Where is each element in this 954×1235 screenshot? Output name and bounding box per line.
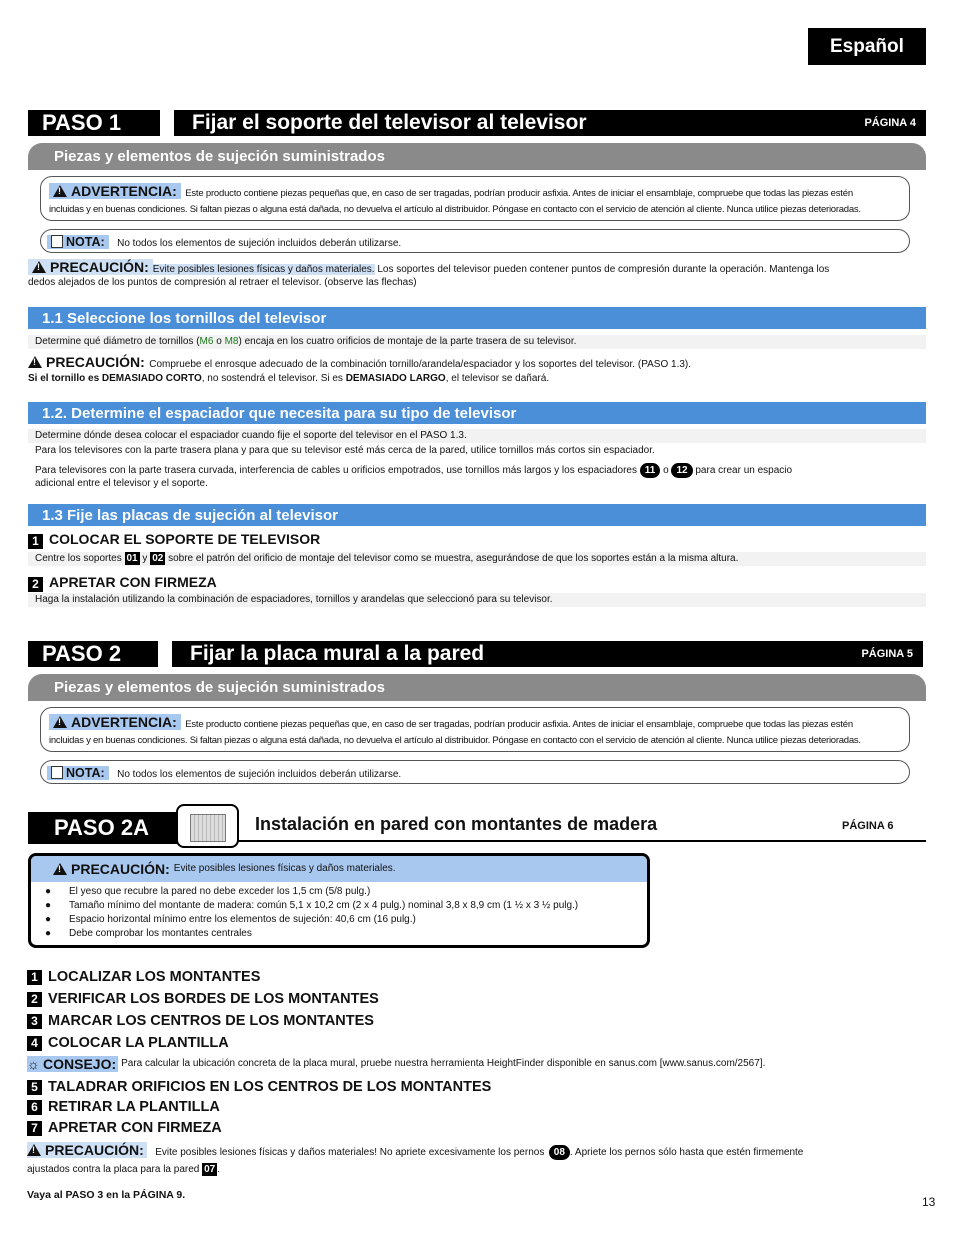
note-icon: [51, 766, 63, 779]
paso1-title: Fijar el soporte del televisor al televisor: [192, 111, 587, 134]
part-07: 07: [204, 1164, 216, 1175]
s11-line1: Determine qué diámetro de tornillos (M6 o M8) encaja en los cuatro orificios de montaje de la parte trasera de su televisor.: [28, 335, 926, 349]
s12-line4: adicional entre el televisor y el soporte.: [35, 478, 208, 489]
paso1-advertencia-box: [40, 176, 910, 221]
step-number: 1: [28, 534, 43, 549]
advertencia-text-1: Este producto contiene piezas pequeñas que, en caso de ser tragadas, podrían producir asfixia. Antes de iniciar el ensamblaje, compruebe que todas las piezas estén: [185, 188, 853, 199]
final-precaucion-line2: ajustados contra la placa para la pared 07 .: [27, 1164, 221, 1175]
step-number: 2: [28, 577, 43, 592]
warning-icon: [32, 261, 46, 273]
paso1-precaucion: [28, 259, 926, 277]
final-precaucion: !PRECAUCIÓN: Evite posibles lesiones físicas y daños materiales! No apriete excesivamente los pernos 08 . Apriete los pernos sólo hasta que estén firmemente: [27, 1142, 803, 1160]
paso2a-precaucion-box: [28, 853, 650, 948]
nota-text: No todos los elementos de sujeción incluidos deberán utilizarse.: [117, 238, 402, 249]
paso2-nota-box: NOTA: No todos los elementos de sujeción incluidos deberán utilizarse.: [40, 760, 910, 784]
list-item: ● El yeso que recubre la pared no debe exceder los 1,5 cm (5/8 pulg.): [45, 886, 371, 897]
s11-precaucion: !PRECAUCIÓN: Compruebe el enrosque adecuado de la combinación tornillo/arandela/espaciador y los soportes del televisor. (PASO 1.3).: [28, 354, 926, 372]
page-number: 13: [922, 1195, 936, 1209]
step-verify-edges: 2 VERIFICAR LOS BORDES DE LOS MONTANTES: [27, 991, 379, 1007]
consejo-label: CONSEJO:: [43, 1056, 117, 1072]
goto-next-step: Vaya al PASO 3 en la PÁGINA 9.: [27, 1189, 186, 1201]
language-tab: Español: [808, 28, 926, 65]
paso1-nota-box: [40, 229, 910, 253]
precaucion-highlight: Evite posibles lesiones físicas y daños materiales.: [152, 264, 375, 275]
part-01: 01: [126, 553, 138, 564]
paso2-title-bar: [172, 641, 923, 667]
warning-icon: [27, 1144, 41, 1156]
advertencia-label: !ADVERTENCIA:: [49, 183, 181, 199]
step-remove-template: 6 RETIRAR LA PLANTILLA: [27, 1099, 220, 1115]
advertencia-text-2: incluidas y en buenas condiciones. Si faltan piezas o alguna está dañada, no devuelva el artículo al distribuidor. Póngase en contacto con el servicio de atención al cliente. Nunca utilice piezas deterioradas.: [49, 204, 861, 215]
precaucion-text: Evite posibles lesiones físicas y daños materiales.: [173, 863, 396, 874]
warning-icon: [53, 863, 67, 875]
s12-line1: Determine dónde desea colocar el espaciador cuando fije el soporte del televisor en el PASO 1.3.: [28, 429, 926, 443]
s13-step2: 2 APRETAR CON FIRMEZA: [28, 574, 217, 592]
paso2a-rule: [238, 840, 926, 842]
paso2a-title: Instalación en pared con montantes de madera: [255, 814, 658, 834]
paso2-parts-band: Piezas y elementos de sujeción suministrados: [28, 674, 926, 701]
part-08: 08: [549, 1145, 570, 1160]
paso2-page-ref: PÁGINA 5: [861, 648, 913, 660]
s13-step2-text: Haga la instalación utilizando la combinación de espaciadores, tornillos y arandelas que seleccionó para su televisor.: [28, 593, 926, 607]
lightbulb-icon: ☼: [27, 1056, 40, 1072]
step-locate-studs: 1 LOCALIZAR LOS MONTANTES: [27, 969, 260, 985]
section-1-3-band: 1.3 Fije las placas de sujeción al televisor: [28, 504, 926, 526]
s12-line3: Para televisores con la parte trasera curvada, interferencia de cables u orificios empotrados, use tornillos más largos y los espaciadores 11 o 12 para crear un espacio: [35, 465, 793, 476]
warning-icon: [53, 716, 67, 728]
note-icon: [51, 235, 63, 248]
s13-step1: 1 COLOCAR EL SOPORTE DE TELEVISOR: [28, 531, 320, 549]
paso2a-page-ref: PÁGINA 6: [842, 820, 894, 832]
paso1-parts-band: Piezas y elementos de sujeción suministrados: [28, 143, 926, 170]
part-02: 02: [152, 553, 164, 564]
section-1-1-band: 1.1 Seleccione los tornillos del televisor: [28, 307, 926, 329]
part-11: 11: [640, 463, 661, 478]
paso1-precaucion-line2: dedos alejados de los puntos de compresión al retraer el televisor. (observe las flechas): [28, 277, 417, 288]
list-item: ● Tamaño mínimo del montante de madera: común 5,1 x 10,2 cm (2 x 4 pulg.) nominal 3,8 x 8,9 cm (1 ½ x 3 ½ pulg.): [45, 900, 579, 911]
paso1-title-bar: [174, 110, 926, 136]
s12-line2: Para los televisores con la parte trasera plana y para que su televisor esté más cerca de la pared, utilice tornillos más cortos sin espaciador.: [35, 445, 655, 456]
s11-line3: Si el tornillo es DEMASIADO CORTO, no sostendrá el televisor. Si es DEMASIADO LARGO, el televisor se dañará.: [28, 373, 550, 384]
part-12: 12: [671, 463, 692, 478]
section-1-2-band: 1.2. Determine el espaciador que necesita para su tipo de televisor: [28, 402, 926, 424]
paso1-page-ref: PÁGINA 4: [864, 117, 916, 129]
paso2-title: Fijar la placa mural a la pared: [190, 642, 485, 665]
nota-label: NOTA:: [47, 235, 109, 249]
precaucion-label: PRECAUCIÓN:: [50, 259, 149, 275]
warning-icon: [53, 185, 67, 197]
consejo-text: Para calcular la ubicación concreta de la placa mural, pruebe nuestra herramienta HeightFinder disponible en sanus.com [www.sanus.com/2567].: [121, 1058, 766, 1069]
s13-step1-text: Centre los soportes 01 y 02 sobre el patrón del orificio de montaje del televisor como se muestra, asegurándose de que los soportes están a la misma altura.: [28, 552, 926, 566]
list-item: ● Espacio horizontal mínimo entre los elementos de sujeción: 40,6 cm (16 pulg.): [45, 914, 416, 925]
wood-stud-icon: [176, 804, 239, 848]
paso2a-label: PASO 2A: [28, 812, 178, 844]
precaucion-text: Los soportes del televisor pueden contener puntos de compresión durante la operación. Mantenga los: [374, 264, 830, 275]
step-mark-centers: 3 MARCAR LOS CENTROS DE LOS MONTANTES: [27, 1013, 374, 1029]
step-tighten: 7 APRETAR CON FIRMEZA: [27, 1120, 222, 1136]
warning-icon: [28, 356, 42, 368]
paso1-label: PASO 1: [28, 110, 160, 136]
paso2-advertencia-box: !ADVERTENCIA: Este producto contiene piezas pequeñas que, en caso de ser tragadas, podrían producir asfixia. Antes de iniciar el ensamblaje, compruebe que todas las piezas estén incluidas y en buenas condiciones. Si faltan piezas o alguna está dañada, no devuelva el artículo al distribuidor. Póngase en contacto con el servicio de atención al cliente. Nunca utilice piezas deterioradas.: [40, 707, 910, 752]
step-drill-holes: 5 TALADRAR ORIFICIOS EN LOS CENTROS DE LOS MONTANTES: [27, 1079, 491, 1095]
precaucion-label: PRECAUCIÓN:: [71, 861, 170, 877]
paso2-label: PASO 2: [28, 641, 158, 667]
list-item: ● Debe comprobar los montantes centrales: [45, 928, 252, 939]
consejo: [27, 1056, 765, 1072]
step-place-template: 4 COLOCAR LA PLANTILLA: [27, 1035, 229, 1051]
